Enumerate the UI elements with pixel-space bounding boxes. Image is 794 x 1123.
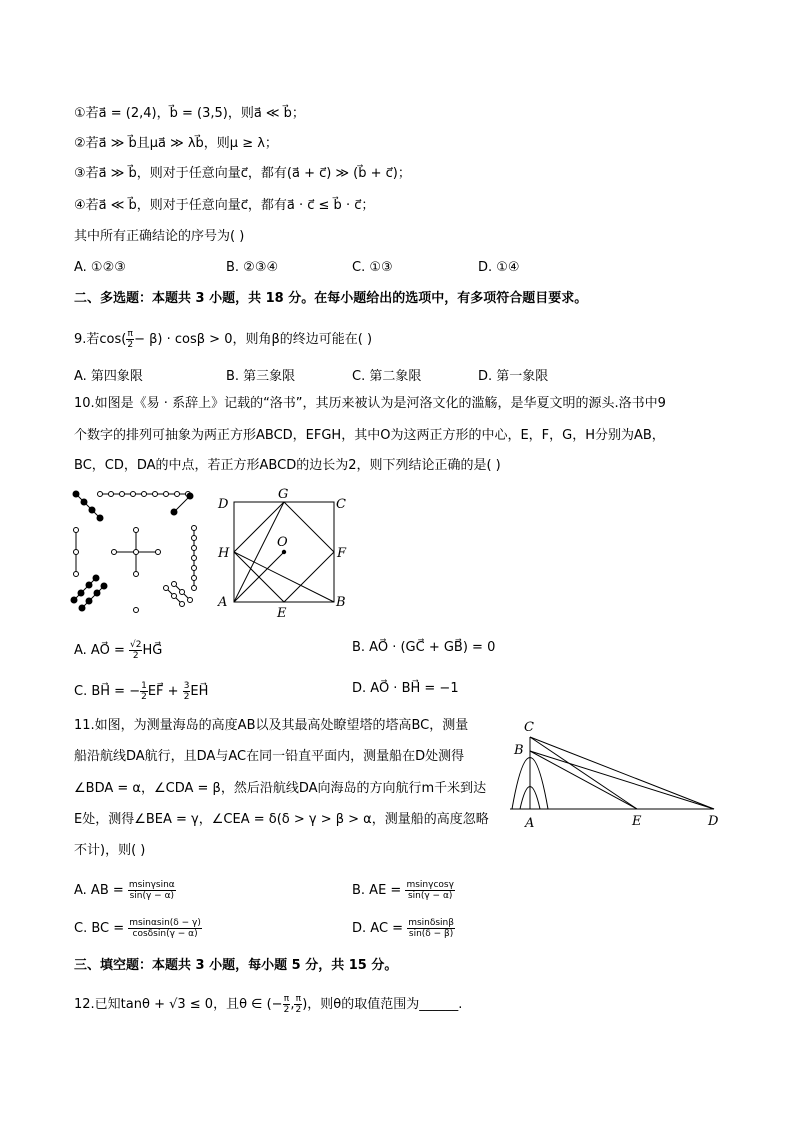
q11-line-3: ∠BDA = α，∠CDA = β，然后沿航线DA向海岛的方向航行m千米到达 (74, 781, 487, 796)
q8-statement-3: ③若a⃗ ≫ b⃗，则对于任意向量c⃗，都有(a⃗ + c⃗) ≫ (b⃗ + c⃗)； (74, 166, 411, 181)
q11-line-1: 11.如图，为测量海岛的高度AB以及其最高处瞭望塔的塔高BC，测量 (74, 718, 469, 733)
square-geometry-figure (210, 486, 360, 624)
q9-option-c[interactable]: C. 第二象限 (352, 369, 422, 384)
q9-option-b[interactable]: B. 第三象限 (226, 369, 296, 384)
q12-stem: 12.已知tanθ + √3 ≤ 0，且θ ∈ (− $\frac{\pi}{2}$ , $\frac{\pi}{2}$ )，则θ的取值范围为______. (74, 994, 463, 1015)
label-c: C (336, 497, 346, 512)
label-c: C (524, 720, 534, 735)
q9-option-a[interactable]: A. 第四象限 (74, 369, 143, 384)
q10-option-c[interactable]: C. BH⃗ = − $\frac{1}{2}$ EF⃗ + $\frac{3}{2}$ EH⃗ (74, 681, 209, 702)
q8-statement-2: ②若a⃗ ≫ b⃗且μa⃗ ≫ λb⃗，则μ ≥ λ； (74, 136, 278, 151)
q9-options (74, 365, 724, 384)
section-2-heading: 二、多选题：本题共 3 小题，共 18 分。在每小题给出的选项中，有多项符合题目要求。 (74, 291, 588, 306)
q10-option-a[interactable]: A. AO⃗ = $\frac{√2}{2}$ HG⃗ (74, 640, 163, 661)
q11-line-5: 不计)，则( ) (74, 843, 146, 858)
q11-option-c[interactable]: C. BC = $\frac{msin\alpha\sin(\delta - \gamma)}{\cos\delta\sin(\gamma - \alpha)}$ (74, 918, 201, 939)
label-d: D (218, 497, 229, 512)
q9-prefix: 9.若cos( (74, 332, 127, 347)
q9-stem (74, 329, 372, 350)
q8-options (74, 260, 724, 276)
q10-line-2: 个数字的排列可抽象为两正方形ABCD，EFGH，其中O为这两正方形的中心，E，F，G，H分别为AB， (74, 428, 665, 443)
label-e: E (632, 814, 642, 829)
label-b: B (514, 743, 524, 758)
label-d: D (708, 814, 719, 829)
q8-option-d[interactable]: D. ①④ (478, 260, 520, 275)
label-h: H (218, 546, 230, 561)
q10-line-3: BC，CD，DA的中点，若正方形ABCD的边长为2，则下列结论正确的是( ) (74, 458, 501, 473)
q11-option-d[interactable]: D. AC = $\frac{msin\delta\sin\beta}{\sin(\delta - \beta)}$ (352, 918, 454, 939)
q8-question: 其中所有正确结论的序号为( ) (74, 229, 245, 244)
q8-option-b[interactable]: B. ②③④ (226, 260, 279, 275)
q11-line-2: 船沿航线DA航行，且DA与AC在同一铅直平面内，测量船在D处测得 (74, 749, 465, 764)
label-a: A (525, 816, 535, 831)
q9-suffix: − β) · cosβ > 0，则角β的终边可能在( ) (134, 332, 373, 347)
label-a: A (218, 595, 228, 610)
q11-option-b[interactable]: B. AE = $\frac{msin\gamma\cos\gamma}{\sin(\gamma - \alpha)}$ (352, 880, 454, 901)
q8-option-c[interactable]: C. ①③ (352, 260, 393, 275)
q8-option-a[interactable]: A. ①②③ (74, 260, 126, 275)
center-point-o (282, 550, 286, 554)
island-figure (500, 716, 730, 834)
label-g: G (278, 487, 289, 502)
label-e: E (277, 606, 287, 621)
q10-line-1: 10.如图是《易 · 系辞上》记载的“洛书”，其历来被认为是河洛文化的滥觞，是华夏文明的源头.洛书中9 (74, 396, 666, 411)
q10-option-b[interactable]: B. AO⃗ · (GC⃗ + GB⃗) = 0 (352, 640, 496, 655)
section-3-heading: 三、填空题：本题共 3 小题，每小题 5 分，共 15 分。 (74, 958, 398, 973)
q11-line-4: E处，测得∠BEA = γ，∠CEA = δ(δ > γ > β > α，测量船的高度忽略 (74, 812, 489, 827)
label-b: B (336, 595, 346, 610)
luoshu-dot-figure (70, 488, 202, 618)
q8-statement-1: ①若a⃗ = (2,4)，b⃗ = (3,5)，则a⃗ ≪ b⃗； (74, 106, 305, 121)
q9-fraction: $\frac{\pi}{2}$ (127, 329, 134, 350)
label-o: O (277, 535, 288, 550)
q9-option-d[interactable]: D. 第一象限 (478, 369, 549, 384)
q8-statement-4: ④若a⃗ ≪ b⃗，则对于任意向量c⃗，都有a⃗ · c⃗ ≤ b⃗ · c⃗； (74, 198, 375, 213)
q10-option-d[interactable]: D. AO⃗ · BH⃗ = −1 (352, 681, 459, 696)
label-f: F (337, 546, 347, 561)
q11-option-a[interactable]: A. AB = $\frac{msin\gamma\sin\alpha}{\sin(\gamma - \alpha)}$ (74, 880, 175, 901)
